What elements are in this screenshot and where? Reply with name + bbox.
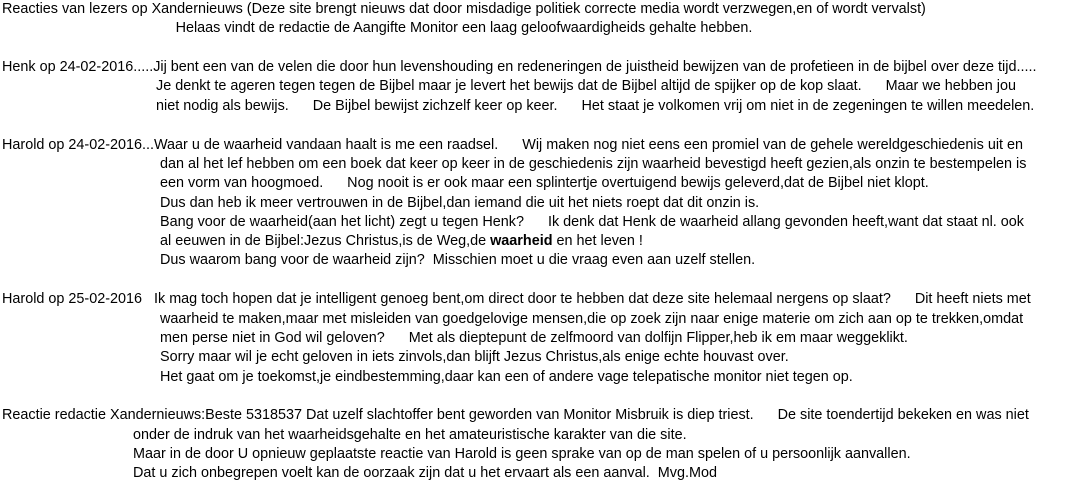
comment-redactie [2, 406, 1076, 483]
spacer [2, 387, 1076, 407]
comment-henk-1 [2, 58, 1076, 116]
comment-line: Harold op 25-02-2016 Ik mag toch hopen dat je intelligent genoeg bent,om direct door te hebben dat deze site helemaal nergens op slaat? Dit heeft niets met [2, 291, 1031, 308]
comment-line: een vorm van hoogmoed. Nog nooit is er ook maar een splintertje overtuigend bewijs geleverd,dat de Bijbel niet klopt. [160, 175, 929, 192]
comment-line: niet nodig als bewijs. De Bijbel bewijst zichzelf keer op keer. Het staat je volkomen vrij om niet in de zegeningen te willen meedelen. [156, 97, 1035, 114]
comment-line: Maar in de door U opnieuw geplaatste reactie van Harold is geen sprake van op de man spelen of u persoonlijk aanvallen. [133, 446, 911, 463]
spacer [2, 116, 1076, 136]
comment-line: Bang voor de waarheid(aan het licht) zegt u tegen Henk? Ik denk dat Henk de waarheid allang gevonden heeft,want dat staat nl. ook [160, 213, 1025, 230]
emphasized-word: waarheid [490, 233, 553, 250]
comment-line: onder de indruk van het waarheidsgehalte en het amateuristische karakter van die site. [133, 426, 687, 443]
spacer [2, 39, 1076, 59]
comment-line: Reactie redactie Xandernieuws:Beste 5318537 Dat uzelf slachtoffer bent geworden van Monitor Misbruik is diep triest. De site toendertijd bekeken en was niet [2, 407, 1029, 424]
comment-harold-2 [2, 290, 1076, 386]
spacer [2, 271, 1076, 291]
header-line-2: Helaas vindt de redactie de Aangifte Monitor een laag geloofwaardigheids gehalte hebben. [175, 20, 753, 37]
comment-line: Het gaat om je toekomst,je eindbestemming,daar kan een of andere vage telepatische monitor niet tegen op. [160, 368, 853, 385]
comment-line: dan al het lef hebben om een boek dat keer op keer in de geschiedenis zijn waarheid bevestigd heeft gezien,als onzin te bestempelen is [160, 155, 1027, 172]
comment-line: Sorry maar wil je echt geloven in iets zinvols,dan blijft Jezus Christus,als enige echte houvast over. [160, 349, 789, 366]
comment-line: Harold op 24-02-2016...Waar u de waarheid vandaan haalt is me een raadsel. Wij maken nog niet eens een promiel van de gehele wereldgeschiedenis uit en [2, 136, 1024, 153]
comment-line: men perse niet in God wil geloven? Met als dieptepunt de zelfmoord van dolfijn Flipper,heb ik em maar weggeklikt. [160, 329, 908, 346]
comment-line: Dus waarom bang voor de waarheid zijn? Misschien moet u die vraag even aan uzelf stellen. [160, 252, 756, 269]
comment-line [2, 232, 1076, 251]
header-line-1: Reacties van lezers op Xandernieuws (Deze site brengt nieuws dat door misdadige politiek correcte media wordt verzwegen,en of wordt vervalst) [2, 1, 926, 17]
comment-text: en het leven ! [552, 233, 643, 250]
comment-line: Je denkt te ageren tegen tegen de Bijbel maar je levert het bewijs dat de Bijbel altijd de spijker op de kop slaat. Maar we hebben jou [156, 78, 1016, 95]
comment-line: Henk op 24-02-2016.....Jij bent een van de velen die door hun levenshouding en redeneringen de juistheid bewijzen van de profetieen in de bijbel over deze tijd..... [2, 59, 1037, 76]
comment-line: Dus dan heb ik meer vertrouwen in de Bijbel,dan iemand die uit het niets roept dat dit onzin is. [160, 194, 760, 211]
comment-line: Dat u zich onbegrepen voelt kan de oorzaak zijn dat u het ervaart als een aanval. Mvg.Mod [133, 465, 717, 482]
comment-harold-1 [2, 136, 1076, 271]
comment-line: waarheid te maken,maar met misleiden van goedgelovige mensen,die op zoek zijn naar enige materie om zich aan op te trekken,omdat [160, 310, 1024, 327]
comment-text: al eeuwen in de Bijbel:Jezus Christus,is de Weg,de [160, 233, 491, 250]
